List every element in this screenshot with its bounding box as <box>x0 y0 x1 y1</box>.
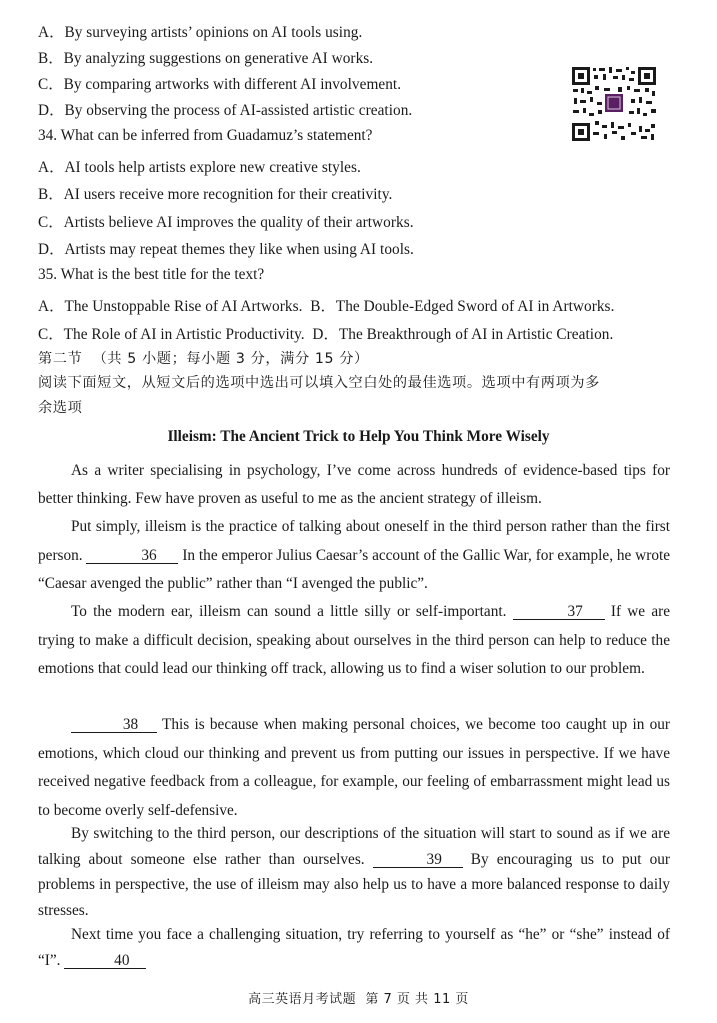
paragraph-1 <box>38 457 670 513</box>
q34-option-b: B．AI users receive more recognition for their creativity. <box>38 186 393 203</box>
paragraph-5-text-b: By encouraging us to put our problems in perspective, the use of illeism may also help us to have a more balanced response to daily stresses. <box>38 850 671 919</box>
paragraph-6-text: Next time you face a challenging situation, try referring to yourself as “he” or “she” instead of “I”. <box>38 926 670 969</box>
paragraph-3 <box>38 598 670 684</box>
paragraph-3-text-a: To the modern ear, illeism can sound a little silly or self-important. <box>71 603 507 620</box>
q35-options-row1: A．The Unstoppable Rise of AI Artworks. B．The Double-Edged Sword of AI in Artworks. <box>38 298 615 315</box>
q33-option-b: B．By analyzing suggestions on generative AI works. <box>38 50 374 67</box>
q33-option-c: C．By comparing artworks with different AI involvement. <box>38 76 402 93</box>
q34-option-c: C．Artists believe AI improves the quality of their artworks. <box>38 214 414 231</box>
paragraph-1-text: As a writer specialising in psychology, I’ve come across hundreds of evidence-based tips for better thinking. Few have proven as useful to me as the ancient strategy of illeism. <box>38 462 670 507</box>
section-instruction-line1: 阅读下面短文，从短文后的选项中选出可以填入空白处的最佳选项。选项中有两项为多 <box>38 375 600 391</box>
blank-38: 38 <box>71 717 157 733</box>
q33-option-d: D．By observing the process of AI-assisted artistic creation. <box>38 102 413 119</box>
blank-37: 37 <box>513 604 605 620</box>
q33-option-a: A．By surveying artists’ opinions on AI tools using. <box>38 24 363 41</box>
paragraph-4-text: This is because when making personal choices, we become too caught up in our emotions, which cloud our thinking and prevent us from putting our issues in perspective. If we have received negative feedback from a colleague, for example, our feeling of embarrassment might lead us to become overly self-defensive. <box>38 716 670 819</box>
q35-options-row2: C．The Role of AI in Artistic Productivity. D．The Breakthrough of AI in Artistic Creation. <box>38 326 614 343</box>
paragraph-4 <box>38 711 670 825</box>
section-heading: 第二节 （共 5 小题；每小题 3 分，满分 15 分） <box>38 351 369 367</box>
paragraph-3-text-b: If we are trying to make a difficult decision, speaking about ourselves in the third person can help to reduce the emotions that could lead our thinking off track, allowing us to find a wiser solution to our problem. <box>38 603 670 677</box>
q35-question: 35. What is the best title for the text? <box>38 266 265 283</box>
blank-40: 40 <box>64 953 146 969</box>
blank-36: 36 <box>86 548 178 564</box>
q34-option-a: A．AI tools help artists explore new creative styles. <box>38 159 361 176</box>
page-footer: 高三英语月考试题 第 7 页 共 11 页 <box>248 992 469 1007</box>
paragraph-2-text-a: Put simply, illeism is the practice of talking about oneself in the third person rather than the first person. <box>38 518 670 564</box>
paragraph-2-text-b: In the emperor Julius Caesar’s account of the Gallic War, for example, he wrote “Caesar avenged the public” rather than “I avenged the public”. <box>38 546 671 592</box>
passage-title: Illeism: The Ancient Trick to Help You Think More Wisely <box>167 428 550 445</box>
paragraph-5-text-a: By switching to the third person, our descriptions of the situation will start to sound as if we are talking about someone else rather than ourselves. <box>38 825 670 868</box>
section-instruction-line2: 余选项 <box>38 400 83 416</box>
paragraph-2 <box>38 513 670 599</box>
qr-code <box>571 66 657 142</box>
paragraph-5 <box>38 821 670 923</box>
paragraph-6 <box>38 922 670 973</box>
q34-question: 34. What can be inferred from Guadamuz’s statement? <box>38 127 373 144</box>
q34-option-d: D．Artists may repeat themes they like when using AI tools. <box>38 241 414 258</box>
blank-39: 39 <box>373 852 463 868</box>
